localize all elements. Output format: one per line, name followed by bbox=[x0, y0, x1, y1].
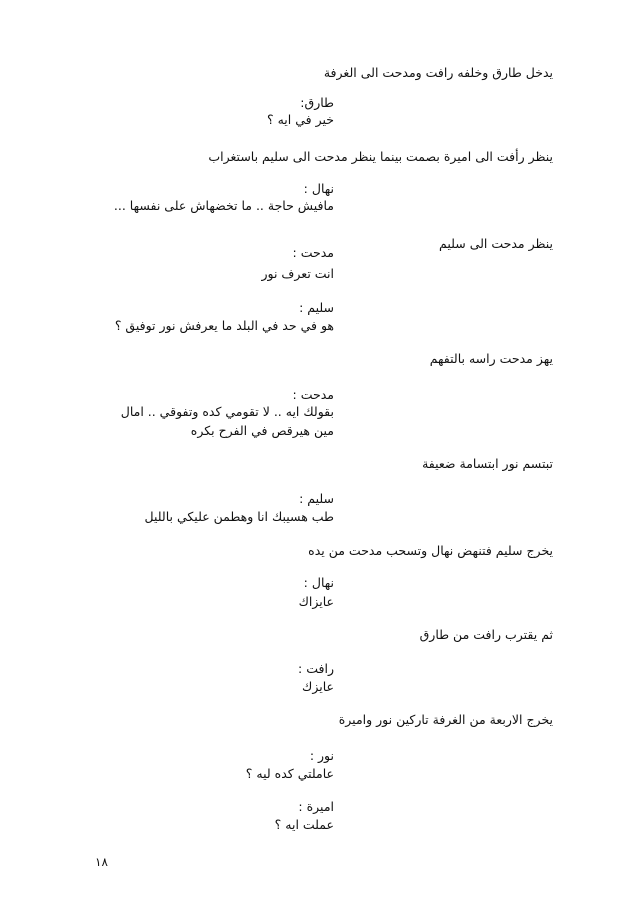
stage-direction: يدخل طارق وخلفه رافت ومدحت الى الغرفة bbox=[323, 65, 553, 80]
speaker-name: مدحت : bbox=[292, 387, 334, 402]
dialogue-line: مين هيرقص في الفرح بكره bbox=[190, 423, 334, 438]
speaker-name: سليم : bbox=[299, 491, 334, 506]
page-number: ١٨ bbox=[95, 855, 108, 869]
speaker-name: طارق: bbox=[300, 95, 334, 110]
speaker-name: رافت : bbox=[298, 661, 334, 676]
dialogue-line: عايزاك bbox=[298, 594, 334, 609]
dialogue-line: عملت ايه ؟ bbox=[274, 817, 334, 832]
speaker-name: مدحت : bbox=[292, 245, 334, 260]
dialogue-line: مافيش حاجة .. ما تخضهاش على نفسها ... bbox=[113, 198, 334, 213]
speaker-name: سليم : bbox=[299, 300, 334, 315]
speaker-name: اميرة : bbox=[298, 799, 334, 814]
stage-direction: ينظر مدحت الى سليم bbox=[439, 236, 553, 251]
dialogue-line: عايزك bbox=[302, 679, 334, 694]
dialogue-line: خير في ايه ؟ bbox=[267, 112, 334, 127]
stage-direction: تبتسم نور ابتسامة ضعيفة bbox=[422, 456, 553, 471]
stage-direction: يخرج سليم فتنهض نهال وتسحب مدحت من يده bbox=[308, 543, 553, 558]
dialogue-line: هو في حد في البلد ما يعرفش نور توفيق ؟ bbox=[114, 318, 334, 333]
stage-direction: ثم يقترب رافت من طارق bbox=[419, 627, 553, 642]
speaker-name: نور : bbox=[309, 748, 334, 763]
speaker-name: نهال : bbox=[303, 181, 334, 196]
dialogue-line: عاملتي كده ليه ؟ bbox=[245, 766, 334, 781]
dialogue-line: انت تعرف نور bbox=[261, 266, 334, 281]
speaker-name: نهال : bbox=[303, 575, 334, 590]
stage-direction: ينظر رأفت الى اميرة بصمت بينما ينظر مدحت الى سليم باستغراب bbox=[208, 149, 553, 164]
dialogue-line: بقولك ايه .. لا تقومي كده وتفوقي .. امال bbox=[120, 404, 334, 419]
stage-direction: يهز مدحت راسه بالتفهم bbox=[429, 351, 553, 366]
dialogue-line: طب هسيبك انا وهطمن عليكي بالليل bbox=[144, 509, 334, 524]
stage-direction: يخرج الاربعة من الغرفة تاركين نور واميرة bbox=[338, 712, 553, 727]
